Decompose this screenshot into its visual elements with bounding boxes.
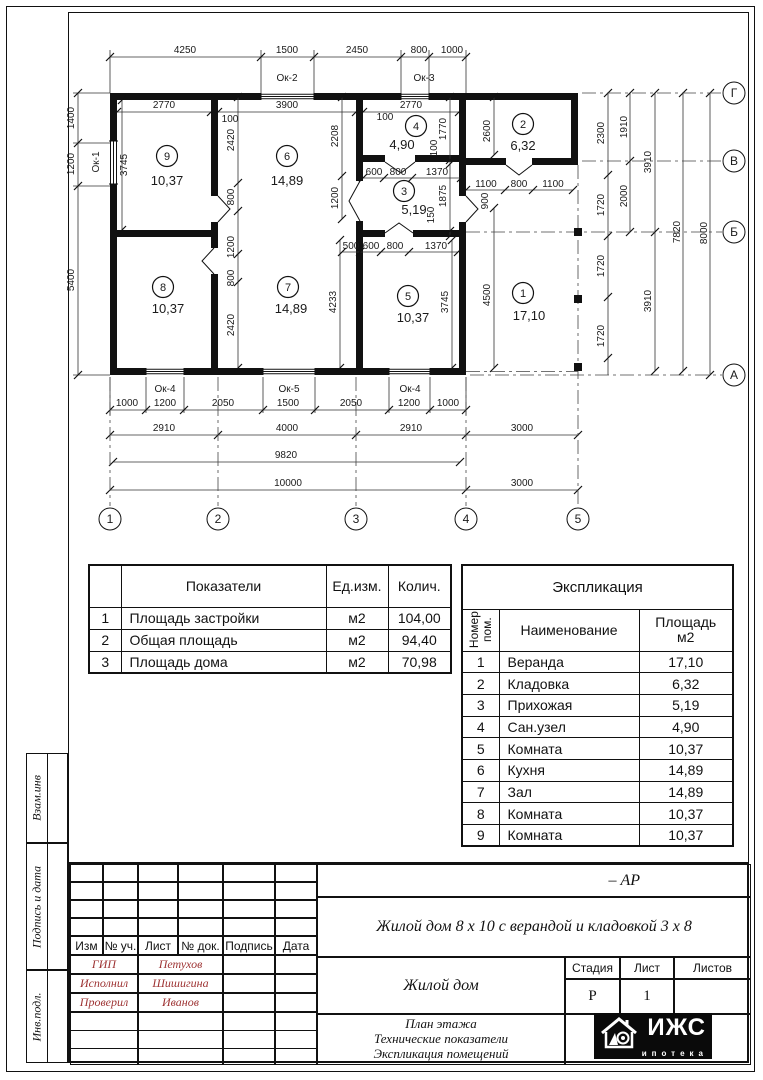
dimension-label: 2770	[399, 100, 423, 111]
signature-col-header: Изм	[70, 936, 103, 955]
dimension-label: 2000	[619, 184, 630, 208]
dimension-label: 2050	[339, 398, 363, 409]
revision-cell	[178, 918, 223, 936]
dimension-label: Ок-1	[91, 151, 102, 173]
dimension-label: 3910	[643, 150, 654, 174]
sidebar-label-podpis: Подпись и дата	[27, 844, 48, 969]
indicators-col-unit: Ед.изм.	[326, 565, 388, 607]
name-cell: Шишигина	[138, 974, 223, 993]
role-cell	[70, 1012, 138, 1031]
revision-cell	[223, 918, 275, 936]
revision-cell	[275, 882, 317, 900]
dimension-label: 8000	[699, 221, 710, 245]
dimension-label: Ок-4	[399, 384, 421, 395]
dimension-label: 600	[362, 241, 380, 252]
room-area: 4,90	[389, 137, 415, 152]
role-cell: Исполнил	[70, 974, 138, 993]
revision-cell	[223, 864, 275, 882]
signature-col-header: Дата	[275, 936, 317, 955]
date-cell	[275, 1048, 317, 1065]
signature-cell	[223, 1030, 275, 1049]
room-area: 14,89	[274, 301, 308, 316]
dimension-label: 600	[365, 167, 383, 178]
revision-cell	[275, 864, 317, 882]
sidebar-label-vzam: Взам.инв	[27, 754, 48, 842]
axis-label: Б	[730, 225, 738, 239]
room-area-cell: 4,90	[639, 716, 733, 738]
dimension-label: Ок-2	[276, 73, 298, 84]
explication-row	[462, 651, 733, 673]
room-area-cell: 17,10	[639, 651, 733, 673]
room-name-cell: Прихожая	[499, 694, 639, 716]
signature-cell	[223, 974, 275, 993]
object-title: Жилой дом 8 х 10 с верандой и кладовкой 3 х 8	[317, 897, 751, 957]
dimension-label: 2910	[399, 423, 423, 434]
axis-label: 1	[106, 512, 114, 526]
dimension-label: Ок-5	[278, 384, 300, 395]
revision-cell	[70, 900, 103, 918]
indicator-row	[89, 607, 451, 629]
revision-cell	[223, 882, 275, 900]
name-cell	[138, 1048, 223, 1065]
dimension-label: 1720	[596, 254, 607, 278]
explication-row	[462, 738, 733, 760]
room-num-cell: 3	[462, 694, 499, 716]
dimension-label: 500	[342, 241, 360, 252]
axis-label: 4	[462, 512, 470, 526]
signature-col-header: № уч.	[103, 936, 138, 955]
dimension-label: 2450	[345, 45, 369, 56]
dimension-label: 100	[221, 114, 239, 125]
room-number: 2	[519, 119, 527, 131]
room-name-cell: Кладовка	[499, 673, 639, 695]
dimension-label: 2770	[152, 100, 176, 111]
axis-label: 3	[352, 512, 360, 526]
dimension-label: 1370	[424, 241, 448, 252]
signature-col-header: Лист	[138, 936, 178, 955]
room-area: 5,19	[401, 202, 427, 217]
room-name-cell: Комната	[499, 825, 639, 847]
revision-cell	[138, 864, 178, 882]
name-cell: Петухов	[138, 955, 223, 974]
explication-row	[462, 759, 733, 781]
explication-row	[462, 781, 733, 803]
house-icon	[599, 1016, 639, 1050]
dimension-label: 800	[386, 241, 404, 252]
dimension-label: 3910	[643, 289, 654, 313]
explication-row	[462, 803, 733, 825]
dimension-label: 1910	[619, 115, 630, 139]
room-number: 5	[404, 291, 412, 303]
explication-row	[462, 694, 733, 716]
indicator-num: 1	[89, 607, 121, 629]
axis-label: В	[729, 154, 739, 168]
date-cell	[275, 993, 317, 1012]
revision-cell	[103, 864, 138, 882]
dimension-label: 1500	[275, 45, 299, 56]
room-num-cell: 7	[462, 781, 499, 803]
indicator-qty: 94,40	[388, 629, 451, 651]
dimension-label: 800	[226, 269, 237, 287]
explication-col-num-line1: Номер	[467, 611, 482, 649]
revision-cell	[70, 918, 103, 936]
dimension-label: 100	[376, 112, 394, 123]
sheet-label: Лист	[620, 957, 674, 979]
revision-cell	[138, 900, 178, 918]
sheet-contents-line1: План этажа	[405, 1016, 477, 1032]
dimension-label: 1000	[440, 45, 464, 56]
revision-cell	[178, 900, 223, 918]
axis-label: 2	[214, 512, 222, 526]
axis-label: 5	[574, 512, 582, 526]
dimension-label: Ок-3	[413, 73, 435, 84]
sidebar-box-inv	[26, 970, 68, 1063]
room-name-cell: Комната	[499, 803, 639, 825]
document-code: – АР	[317, 864, 751, 897]
sheet-contents	[317, 1014, 565, 1065]
sidebar-box-podpis	[26, 843, 68, 970]
revision-cell	[223, 900, 275, 918]
room-area: 6,32	[510, 138, 536, 153]
dimension-label: 2420	[226, 313, 237, 337]
room-number: 1	[519, 288, 527, 300]
room-number: 3	[400, 186, 408, 198]
room-num-cell: 4	[462, 716, 499, 738]
room-area: 17,10	[512, 308, 546, 323]
sheet-value: 1	[620, 979, 674, 1014]
dimension-label: 1875	[438, 184, 449, 208]
room-area-cell: 5,19	[639, 694, 733, 716]
room-number: 6	[283, 151, 291, 163]
title-block	[68, 862, 749, 1063]
explication-col-area	[639, 609, 733, 651]
dimension-label: 1200	[397, 398, 421, 409]
explication-row	[462, 673, 733, 695]
explication-title: Экспликация	[462, 565, 733, 609]
signature-cell	[223, 1012, 275, 1031]
dimension-label: 2420	[226, 128, 237, 152]
logo-subtext: ипотека	[641, 1049, 708, 1058]
room-name-cell: Кухня	[499, 759, 639, 781]
dimension-label: 1200	[226, 235, 237, 259]
room-name-cell: Веранда	[499, 651, 639, 673]
dimension-label: 9820	[274, 450, 298, 461]
dimension-label: 1000	[436, 398, 460, 409]
explication-col-area-line2: м2	[677, 629, 695, 645]
room-area-cell: 10,37	[639, 825, 733, 847]
dimension-label: 3745	[440, 290, 451, 314]
revision-cell	[103, 918, 138, 936]
indicators-col-blank	[89, 565, 121, 607]
indicator-num: 2	[89, 629, 121, 651]
axis-label: Г	[730, 86, 738, 100]
dimension-label: Ок-4	[154, 384, 176, 395]
dimension-label: 2050	[211, 398, 235, 409]
dimension-label: 1400	[66, 106, 77, 130]
date-cell	[275, 955, 317, 974]
explication-col-num	[462, 609, 499, 651]
dimension-label: 2300	[596, 121, 607, 145]
room-name-cell: Зал	[499, 781, 639, 803]
dimension-label: 1370	[425, 167, 449, 178]
role-cell	[70, 1048, 138, 1065]
dimension-label: 800	[410, 45, 428, 56]
explication-col-num-line2: пом.	[479, 617, 494, 643]
dimension-label: 7820	[672, 220, 683, 244]
dimension-label: 3000	[510, 423, 534, 434]
sheet-contents-line3: Экспликация помещений	[373, 1045, 509, 1061]
dimension-label: 1720	[596, 193, 607, 217]
dimension-label: 4250	[173, 45, 197, 56]
indicator-name: Площадь дома	[121, 651, 326, 673]
room-num-cell: 8	[462, 803, 499, 825]
indicator-row	[89, 651, 451, 673]
dimension-label: 800	[510, 179, 528, 190]
dimension-label: 1100	[475, 179, 497, 190]
indicator-name: Общая площадь	[121, 629, 326, 651]
indicator-row	[89, 629, 451, 651]
name-cell	[138, 1030, 223, 1049]
role-cell: Проверил	[70, 993, 138, 1012]
dimension-label: 100	[429, 139, 440, 157]
room-num-cell: 6	[462, 759, 499, 781]
date-cell	[275, 1012, 317, 1031]
room-area: 14,89	[270, 173, 304, 188]
dimension-label: 1000	[115, 398, 139, 409]
indicator-name: Площадь застройки	[121, 607, 326, 629]
room-area-cell: 14,89	[639, 781, 733, 803]
name-cell: Иванов	[138, 993, 223, 1012]
dimension-label: 5400	[66, 268, 77, 292]
dimension-label: 2208	[330, 124, 341, 148]
room-area-cell: 10,37	[639, 738, 733, 760]
dimension-label: 1200	[66, 152, 77, 176]
indicators-col-qty: Колич.	[388, 565, 451, 607]
room-name-cell: Комната	[499, 738, 639, 760]
signature-cell	[223, 1048, 275, 1065]
dimension-label: 1770	[438, 117, 449, 141]
room-area: 10,37	[151, 301, 185, 316]
room-num-cell: 2	[462, 673, 499, 695]
revision-cell	[275, 900, 317, 918]
dimension-label: 150	[426, 206, 437, 224]
indicator-unit: м2	[326, 607, 388, 629]
indicator-qty: 104,00	[388, 607, 451, 629]
explication-table	[461, 564, 734, 847]
room-area: 10,37	[150, 173, 184, 188]
role-cell	[70, 1030, 138, 1049]
dimension-label: 10000	[274, 478, 302, 489]
name-cell	[138, 1012, 223, 1031]
signature-cell	[223, 955, 275, 974]
sheets-value	[674, 979, 751, 1014]
dimension-label: 3745	[119, 153, 130, 177]
room-number: 9	[163, 151, 171, 163]
room-area-cell: 14,89	[639, 759, 733, 781]
room-num-cell: 1	[462, 651, 499, 673]
indicators-table	[88, 564, 452, 674]
stage-label: Стадия	[565, 957, 620, 979]
room-num-cell: 5	[462, 738, 499, 760]
dimension-label: 2910	[152, 423, 176, 434]
room-area-cell: 10,37	[639, 803, 733, 825]
signature-col-header: № док.	[178, 936, 223, 955]
dimension-label: 2600	[482, 119, 493, 143]
dimension-label: 1200	[153, 398, 177, 409]
dimension-label: 1200	[330, 186, 341, 210]
revision-cell	[103, 900, 138, 918]
document-title: Жилой дом	[317, 957, 565, 1014]
room-number: 4	[412, 121, 420, 133]
explication-col-name: Наименование	[499, 609, 639, 651]
revision-cell	[138, 882, 178, 900]
explication-row	[462, 716, 733, 738]
revision-cell	[103, 882, 138, 900]
signature-cell	[223, 993, 275, 1012]
dimension-label: 800	[226, 188, 237, 206]
axis-label: А	[729, 368, 739, 382]
room-area: 10,37	[396, 310, 430, 325]
room-number: 7	[284, 282, 292, 294]
sidebar-box-vzam	[26, 753, 68, 843]
room-name-cell: Сан.узел	[499, 716, 639, 738]
stage-value: Р	[565, 979, 620, 1014]
room-num-cell: 9	[462, 825, 499, 847]
dimension-label: 4000	[275, 423, 299, 434]
revision-cell	[178, 864, 223, 882]
revision-cell	[178, 882, 223, 900]
dimension-label: 900	[480, 192, 491, 210]
izhs-logo	[594, 1013, 712, 1059]
indicator-unit: м2	[326, 629, 388, 651]
room-number: 8	[159, 282, 167, 294]
dimension-label: 3000	[510, 478, 534, 489]
date-cell	[275, 1030, 317, 1049]
room-area-cell: 6,32	[639, 673, 733, 695]
explication-col-area-line1: Площадь	[655, 613, 717, 630]
sidebar-label-inv: Инв.подл.	[27, 971, 48, 1062]
sheet-contents-line2: Технические показатели	[373, 1031, 509, 1047]
date-cell	[275, 974, 317, 993]
explication-row	[462, 825, 733, 847]
dimension-label: 1720	[596, 324, 607, 348]
revision-cell	[70, 864, 103, 882]
role-cell: ГИП	[70, 955, 138, 974]
indicator-qty: 70,98	[388, 651, 451, 673]
signature-col-header: Подпись	[223, 936, 275, 955]
revision-cell	[138, 918, 178, 936]
revision-cell	[275, 918, 317, 936]
sheets-label: Листов	[674, 957, 751, 979]
dimension-label: 1500	[276, 398, 300, 409]
dimension-label: 3900	[275, 100, 299, 111]
indicators-col-name: Показатели	[121, 565, 326, 607]
indicator-num: 3	[89, 651, 121, 673]
logo-text: ИЖС	[647, 1014, 706, 1041]
dimension-label: 1100	[542, 179, 564, 190]
dimension-label: 800	[389, 167, 407, 178]
indicator-unit: м2	[326, 651, 388, 673]
dimension-label: 4500	[482, 283, 493, 307]
dimension-label: 4233	[328, 290, 339, 314]
revision-cell	[70, 882, 103, 900]
